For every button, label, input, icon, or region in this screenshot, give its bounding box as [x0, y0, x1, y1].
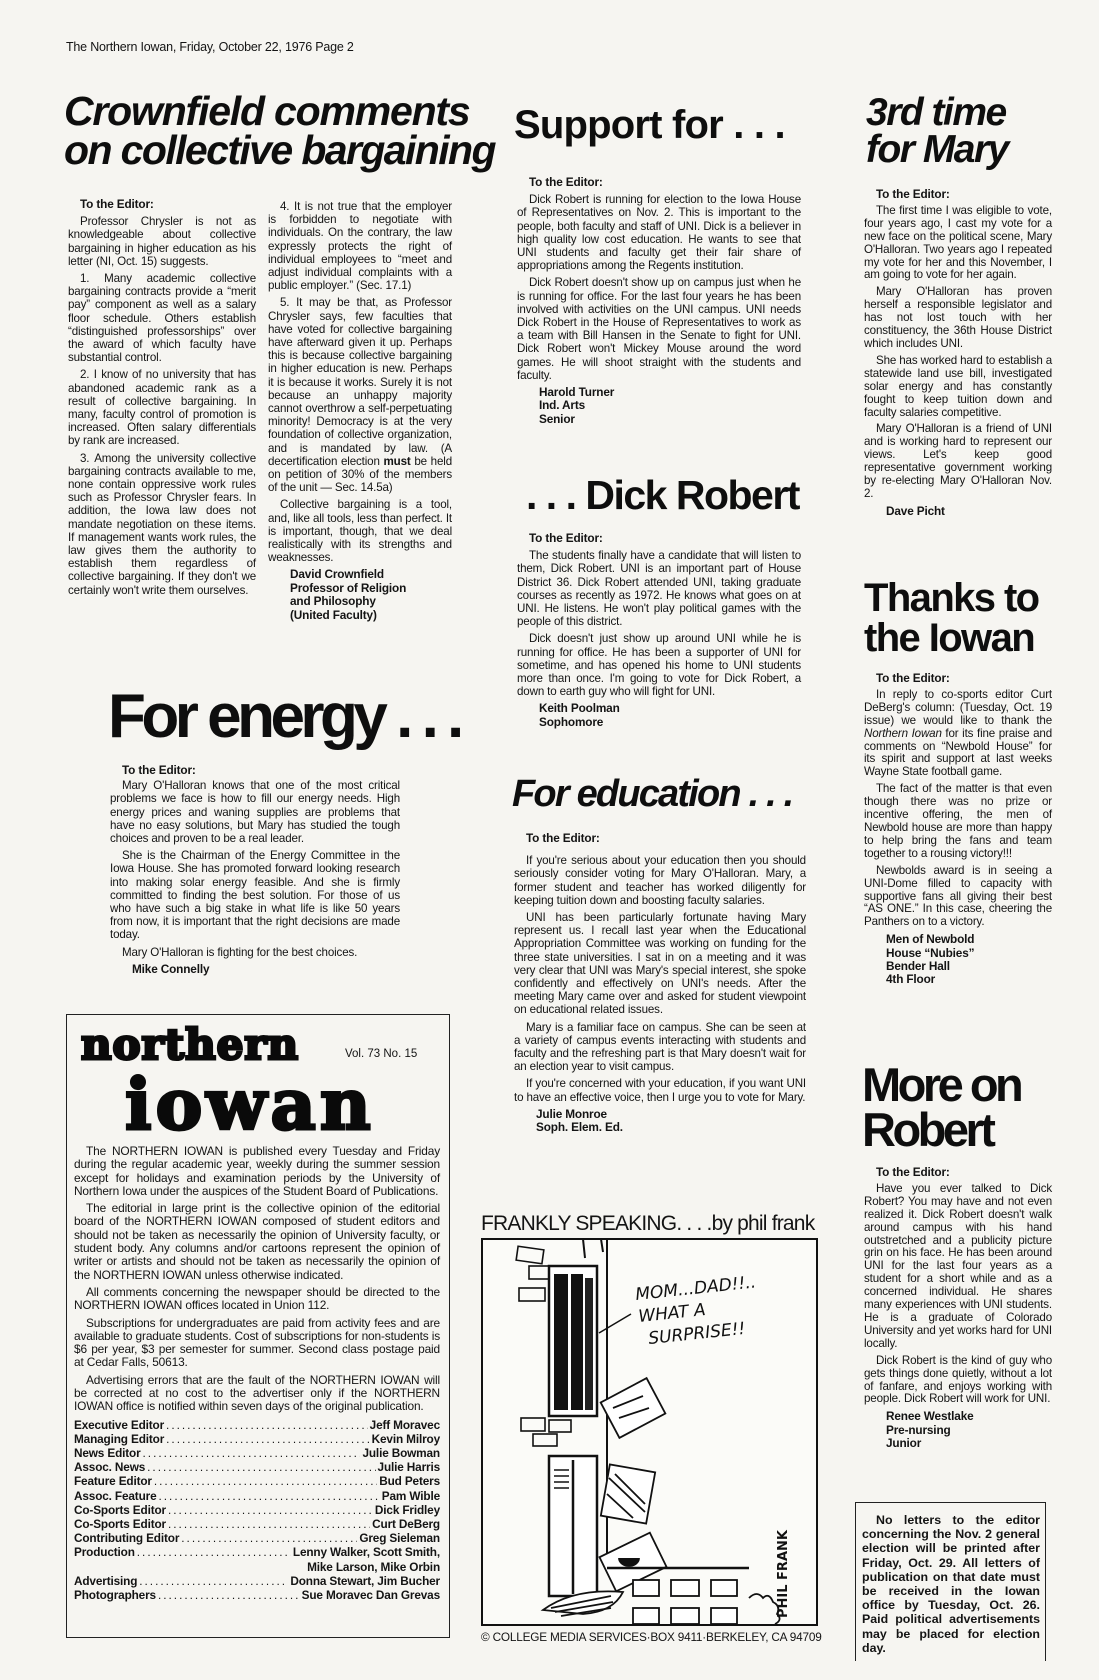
signature-line: Julie Monroe [536, 1106, 607, 1121]
dick-robert-body [517, 532, 801, 729]
paragraph: The first time I was eligible to vote, four years ago, I cast my vote for a new face on the political scene, Mary O'Halloran. Two years ago I repeated my vote for her and this November, I am going to vote for her again. [864, 203, 1052, 282]
signature-line: Sophomore [539, 714, 604, 729]
staff-row [74, 1446, 440, 1460]
paragraph: Dick Robert doesn't show up on campus just when he is running for office. For the last four years he has been involved with activities on the UNI campus. UNI needs Dick Robert in the House of Representatives to work as a team with Bill Hansen in the Senate to fight for UNI. Dick Robert won't Mickey Mouse around the word games. He will shoot straight with the students and faculty. [517, 276, 801, 382]
third-time-body [864, 188, 1052, 518]
education-headline: For education . . . [512, 773, 793, 815]
thanks-headline [864, 578, 1039, 658]
signature [132, 963, 400, 976]
leader-dots [158, 1588, 300, 1602]
staff-role: News Editor [74, 1446, 141, 1461]
lower-door [549, 1456, 597, 1596]
signature-line: Renee Westlake [886, 1409, 974, 1424]
staff-role: Managing Editor [74, 1431, 165, 1446]
leader-dots [154, 1474, 377, 1488]
upper-window [549, 1266, 597, 1416]
more-robert-headline [862, 1058, 1021, 1156]
paragraph-text: 5. It may be that, as Professor Chrysler says, few faculties that have voted for collective bargaining have afterward given it up. Perhaps this is because collective bargaining in higher education is new. Perhaps it is because it works. Surely it is not because an unhappy majority cannot overthrow a self-perpetuating minority! Democracy is at the very foundation of collective organization, and is mandated by law. (A decertification election [268, 296, 452, 468]
paragraph-text: be held on petition of 30% of the members of the unit — Sec. 14.5a) [268, 454, 452, 495]
energy-body [110, 764, 400, 976]
staff-row [74, 1588, 440, 1602]
paragraph: Professor Chrysler is not as knowledgeable about collective bargaining in higher education as his letter (NI, Oct. 15) suggests. [68, 215, 256, 268]
staff-row [74, 1545, 440, 1559]
paragraph: Subscriptions for undergraduates are paid from activity fees and are available to graduate students. Cost of subscriptions for non-students is $6 per year, $3 per semester for summer. Second class postage paid at Cedar Falls, 50613. [74, 1315, 440, 1370]
staff-role: Photographers [74, 1588, 156, 1603]
staff-role: Co-Sports Editor [74, 1517, 166, 1532]
leader-dots [181, 1531, 357, 1545]
cartoon-drawing [481, 1238, 819, 1628]
leader-dots [147, 1460, 375, 1474]
paragraph [268, 296, 452, 494]
staff-role: Co-Sports Editor [74, 1502, 166, 1517]
paragraph: 4. It is not true that the employer is forbidden to negotiate with individuals. On the contrary, the law expressly protects the right of individual employees to “meet and adjust individual complaints with a public employer.” (Sec. 17.1) [268, 200, 452, 293]
masthead-box [66, 1014, 450, 1638]
cartoon-title: FRANKLY SPEAKING. . . .by phil frank [481, 1212, 815, 1235]
signature-line: Mike Connelly [132, 961, 210, 976]
to-the-editor: To the Editor: [529, 175, 603, 189]
paragraph: The fact of the matter is that even though there was no prize or incentive offering, the men of Newbold house are more than happy to help bring the fans and team together to a rousing victory!!! [864, 782, 1052, 860]
crownfield-column-2 [268, 200, 452, 622]
paragraph: Collective bargaining is a tool, and, like all tools, less than perfect. It is important, though, that we deal realistically with its strengths and weaknesses. [268, 498, 452, 565]
signature [886, 933, 1052, 987]
headline-line-1: Crownfield comments [64, 88, 470, 134]
signature [539, 386, 801, 426]
paragraph: Mary O'Halloran has proven herself a responsible legislator and has not lost touch with her constituency, the 36th House District which includes UNI. [864, 285, 1052, 350]
paragraph: The NORTHERN IOWAN is published every Tuesday and Friday during the regular academic year, weekly during the summer session except for holidays and examination periods by the University of Northern Iowa under the auspices of the Student Board of Publications. [74, 1144, 440, 1198]
emphasis-text: must [383, 454, 411, 468]
signature-line: Men of Newbold [886, 932, 975, 947]
leader-dots [137, 1545, 291, 1559]
leader-dots [168, 1503, 373, 1517]
headline-line-1: Thanks to [864, 576, 1039, 620]
signature-line: (United Faculty) [290, 607, 377, 622]
staff-role: Production [74, 1545, 135, 1560]
leader-dots [143, 1446, 361, 1460]
paragraph: The editorial in large print is the collective opinion of the editorial board of the NORTHERN IOWAN composed of student editors and should not be taken as necessarily the opinion of University faculty, or student body. Any columns and/or cartoons represent the opinion of writer or artists and should not be taken as necessarily the opinion of the NORTHERN IOWAN unless otherwise indicated. [74, 1201, 440, 1282]
dick-robert-headline: . . . Dick Robert [526, 472, 799, 518]
signature-line: House “Nubies” [886, 945, 975, 960]
signature-line: 4th Floor [886, 972, 936, 987]
crownfield-headline [64, 88, 495, 173]
staff-name: Kevin Milroy [371, 1431, 440, 1446]
staff-name: Greg Sieleman [359, 1531, 440, 1546]
signature-line: Harold Turner [539, 385, 615, 400]
masthead-logo-northern: northern [81, 1020, 299, 1069]
paragraph: She has worked hard to establish a statewide land use bill, investigated solar energy and has constantly fought to keep tuition down and faculty salaries competitive. [864, 353, 1053, 419]
headline-line-2: for Mary [866, 128, 1008, 172]
thanks-body [864, 672, 1052, 987]
staff-row [74, 1432, 440, 1446]
staff-name: Dick Fridley [374, 1502, 440, 1517]
signature [886, 505, 1052, 518]
third-time-headline [866, 91, 1008, 172]
headline-line-2: the Iowan [864, 616, 1035, 660]
signature-line: Bender Hall [886, 959, 950, 974]
staff-name: Donna Stewart, Jim Bucher [290, 1573, 440, 1588]
leader-dots [168, 1517, 370, 1531]
paragraph: 2. I know of no university that has abandoned academic rank as a result of collective bargaining. In many, faculty control of promotion is increased. Often salary differentials by rank are increased. [68, 368, 256, 448]
signature [290, 568, 452, 622]
staff-name: Jeff Moravec [369, 1417, 440, 1432]
signature [886, 1410, 1052, 1450]
staff-row [74, 1503, 440, 1517]
paragraph: 3. Among the university collective bargaining contracts available to me, none contain oppressive work rules such as Professor Chrysler fears. In addition, the Iowa law does not mandate negotiation on these items. If management wants work rules, the law gives them the authority to establish them regardless of collective bargaining. If they don't we certainly won't write them ourselves. [68, 451, 256, 597]
staff-name: Julie Harris [377, 1460, 440, 1475]
staff-name: Curt DeBerg [372, 1517, 440, 1532]
staff-name: Lenny Walker, Scott Smith, [292, 1545, 440, 1560]
headline-line-2: on collective bargaining [64, 126, 495, 173]
paragraph: 1. Many academic collective bargaining contracts provide a “merit pay” component as well as a salary floor schedule. Others establish “distinguished professorships” over the award of which faculty have substantial control. [68, 272, 256, 365]
signature-line: Dave Picht [886, 503, 945, 518]
signature-line: Senior [539, 411, 575, 426]
cartoon-copyright: © COLLEGE MEDIA SERVICES·BOX 9411·BERKELEY, CA 94709 [481, 1630, 822, 1644]
staff-name: Julie Bowman [362, 1446, 440, 1461]
to-the-editor: To the Editor: [876, 671, 950, 685]
volume-number: Vol. 73 No. 15 [345, 1048, 418, 1060]
signature-line: Junior [886, 1436, 922, 1451]
to-the-editor: To the Editor: [122, 763, 196, 777]
staff-role: Assoc. Feature [74, 1488, 157, 1503]
paragraph: Dick doesn't just show up around UNI while he is running for office. He has been a supporter of UNI for sometime, and has opened his home to UNI students more than once. I'm going to vote for Dick Robert, a down to earth guy who will fight for UNI. [517, 632, 801, 699]
signature [536, 1108, 806, 1135]
staff-role: Advertising [74, 1573, 138, 1588]
to-the-editor: To the Editor: [876, 1165, 950, 1179]
staff-name: Pam Wible [381, 1488, 440, 1503]
leader-dots [166, 1418, 368, 1432]
signature-line: David Crownfield [290, 567, 384, 582]
signature-line: Soph. Elem. Ed. [536, 1120, 623, 1135]
more-robert-body [864, 1166, 1052, 1451]
paragraph: Mary is a familiar face on campus. She can be seen at a variety of campus events interacting with students and faculty and the refreshing part is that Mary doesn't wait for an election year to visit campus. [514, 1020, 806, 1074]
to-the-editor: To the Editor: [876, 187, 950, 201]
leader-dots [166, 1432, 370, 1446]
paragraph: If you're serious about your education then you should seriously consider voting for Mary O'Halloran. Mary, a former student and teacher has worked diligently for keeping tuition down and boosting faculty salaries. [514, 854, 806, 907]
staff-role: Feature Editor [74, 1474, 152, 1489]
crownfield-column-1 [68, 198, 256, 601]
staff-row [74, 1574, 440, 1588]
paragraph: If you're concerned with your education, if you want UNI to have an effective voice, then I urge you to vote for Mary. [514, 1077, 806, 1104]
to-the-editor: To the Editor: [80, 197, 154, 211]
staff-name-continued: Mike Larson, Mike Orbin [307, 1559, 440, 1574]
headline-line-1: More on [862, 1058, 1021, 1111]
signature-line: and Philosophy [290, 594, 376, 609]
paragraph: UNI has been particularly fortunate having Mary represent us. I recall last year when the Educational Appropriation Committee was working on funding for the three state universities. I sat in on a meeting and it was very clear that UNI was Mary's special interest, she spoke confidently and effectively on UNI's needs. After the meeting Mary came over and asked for student viewpoint on educational related issues. [514, 911, 806, 1017]
speech-line-3: SURPRISE!! [647, 1318, 747, 1349]
education-body [514, 832, 806, 1135]
publication-name: Northern Iowan [864, 726, 942, 740]
speech-line-2: WHAT A [637, 1300, 707, 1327]
staff-role: Assoc. News [74, 1460, 146, 1475]
paragraph: Advertising errors that are the fault of the NORTHERN IOWAN will be corrected at no cost to the advertiser only if the NORTHERN IOWAN office is notified within seven days of the original publication. [74, 1372, 440, 1414]
staff-row [74, 1517, 440, 1531]
signature-line: Professor of Religion [290, 580, 407, 595]
headline-line-1: 3rd time [866, 91, 1006, 134]
paragraph: Have you ever talked to Dick Robert? You may have and not even realized it. Dick Robert doesn't walk around campus with his hand outstretched and a publicity picture grin on his face. He has been around UNI for the last four years as a student for a short while and as a concerned individual. He shares many experiences with UNI students. He is a graduate of Colorado University and yet works hard for UNI locally. [864, 1181, 1052, 1350]
to-the-editor: To the Editor: [529, 531, 603, 545]
signature-line: Pre-nursing [886, 1422, 951, 1437]
paragraph: Mary O'Halloran knows that one of the most critical problems we face is how to fill our energy needs. High energy prices and waning supplies are problems that have no easy solutions, but Mary has studied the tough choices and proven to be a real leader. [110, 779, 400, 846]
support-headline: Support for . . . [514, 103, 785, 147]
staff-name: Bud Peters [379, 1474, 440, 1489]
staff-role: Contributing Editor [74, 1531, 180, 1546]
staff-row [74, 1474, 440, 1488]
paragraph: Newbolds award is in seeing a UNI-Dome filled to capacity with supportive fans all giving their best “AS ONE.” In this case, cheering the Panthers on to a victory. [864, 863, 1052, 929]
paragraph [864, 689, 1052, 779]
staff-list [74, 1418, 440, 1603]
masthead-body [74, 1145, 440, 1602]
staff-row [74, 1418, 440, 1432]
staff-row [74, 1460, 440, 1474]
paragraph: She is the Chairman of the Energy Committee in the Iowa House. She has promoted forward looking research into making solar energy feasible. And she is firmly committed to finding the best solution. For those of us who have such a big stake in what life is like 50 years from now, it is important that the right decisions are made today. [110, 849, 400, 942]
page-folio: The Northern Iowan, Friday, October 22, 1976 Page 2 [66, 40, 354, 54]
notice-text: No letters to the editor concerning the Nov. 2 general election will be printed after Friday, Oct. 29. All letters of publication on that date must be received in the Iowan office by Tuesday, Oct. 26. Paid political advertisements may be placed for election day. [862, 1513, 1040, 1655]
leader-dots [139, 1574, 288, 1588]
masthead-logo-iowan: iowan [125, 1063, 375, 1146]
signature-line: Ind. Arts [539, 398, 586, 413]
paragraph: Dick Robert is running for election to the Iowa House of Representatives on Nov. 2. This is important to the people, both faculty and staff of UNI. Dick is a believer in high quality low cost education. He wants to see that UNI students and faculty get their fair share of appropriations among the Regents institution. [517, 193, 801, 273]
election-letters-notice [855, 1502, 1046, 1661]
paragraph: Mary O'Halloran is a friend of UNI and is working hard to represent our views. Let's keep good representative government working by re-electing Mary O'Halloran Nov. 2. [864, 422, 1052, 500]
signature [539, 702, 801, 729]
staff-role: Executive Editor [74, 1417, 165, 1432]
headline-line-2: Robert [862, 1103, 993, 1156]
paragraph-text: for its fine praise and comments on “Newbold House” for its spirit and support at last weeks Wayne State football game. [864, 726, 1052, 779]
staff-row [74, 1489, 440, 1503]
paragraph: Dick Robert is the kind of guy who gets things done quietly, without a lot of fanfare, and enjoys working with people. Dick Robert will work for UNI. [864, 1353, 1052, 1406]
speech-line-1: MOM...DAD!!.. [634, 1272, 758, 1305]
leader-dots [158, 1489, 379, 1503]
paragraph: Mary O'Halloran is fighting for the best choices. [122, 945, 358, 959]
paragraph-text: In reply to co-sports editor Curt DeBerg's column: (Tuesday, Oct. 19 issue) we would like to thank the [864, 687, 1052, 727]
to-the-editor: To the Editor: [526, 831, 600, 845]
artist-signature: PHIL FRANK [776, 1530, 791, 1618]
paragraph: All comments concerning the newspaper should be directed to the NORTHERN IOWAN offices located in Union 112. [74, 1284, 440, 1313]
staff-row [74, 1531, 440, 1545]
staff-name: Sue Moravec Dan Grevas [301, 1588, 440, 1603]
signature-line: Keith Poolman [539, 701, 620, 716]
support-body [517, 176, 801, 426]
paragraph: The students finally have a candidate that will listen to them, Dick Robert. UNI is an important part of House District 36. Dick Robert attended UNI, taking graduate courses as recently as 1972. He knows what goes on at UNI. He listens. He won't play political games with the people of this district. [517, 549, 801, 629]
energy-headline: For energy . . . [108, 682, 460, 751]
